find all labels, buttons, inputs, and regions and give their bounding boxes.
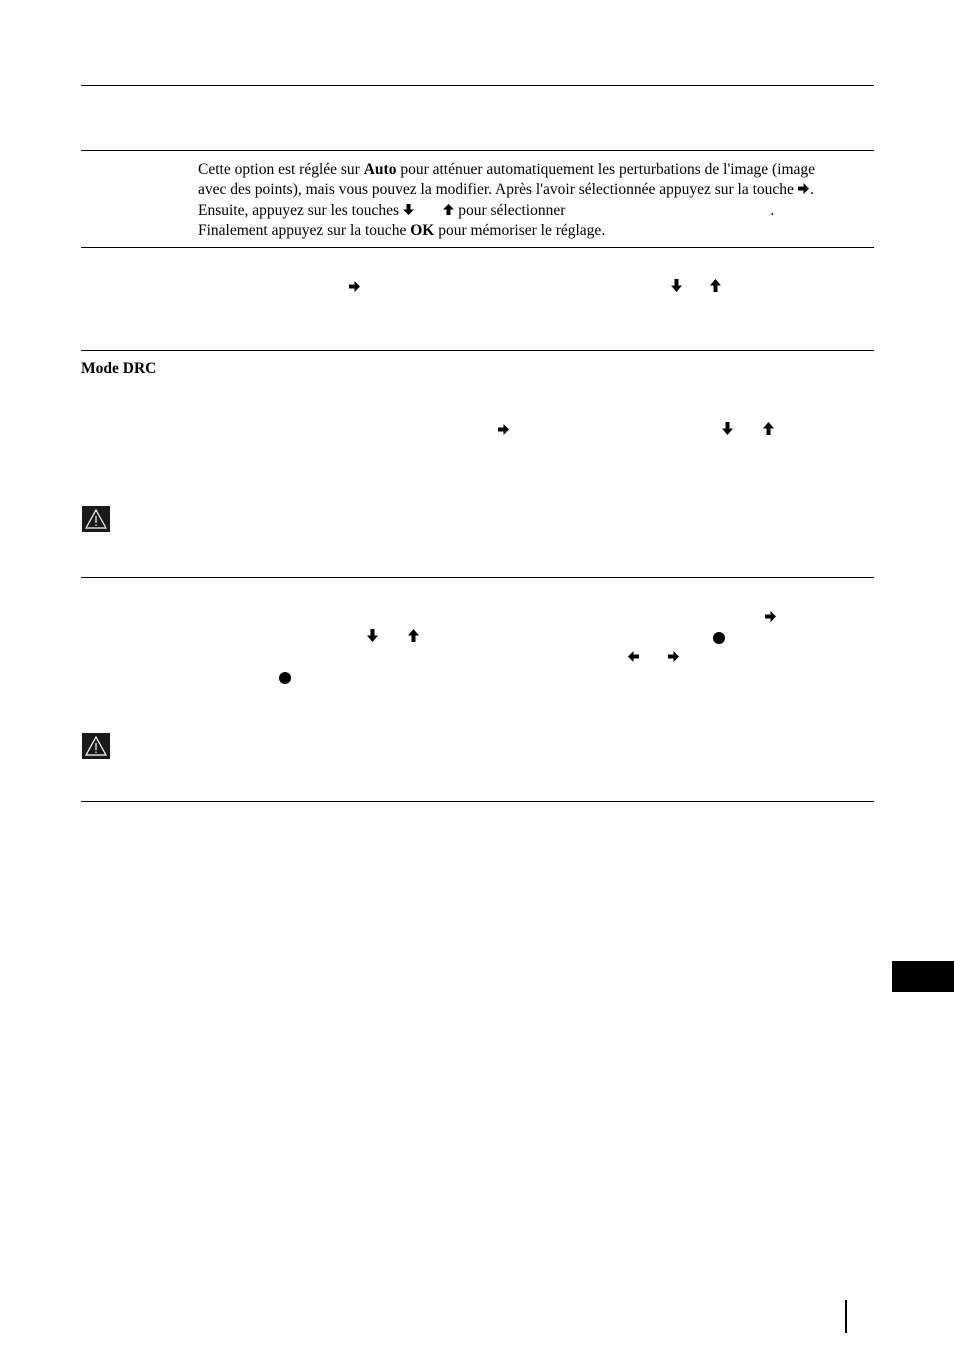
arrow-right-icon (497, 422, 510, 437)
noise-reduction-description (198, 160, 878, 241)
arrow-up-icon (709, 278, 722, 293)
arrow-left-icon (627, 649, 640, 664)
bullet-dot-icon (713, 632, 725, 644)
para-line-3: Ensuite, appuyez sur les touches pour sélectionner . (198, 201, 775, 219)
arrow-down-icon (366, 628, 379, 643)
arrow-right-icon (348, 279, 361, 294)
arrow-right-icon (667, 649, 680, 664)
arrow-down-icon (670, 278, 683, 293)
para-line-4: Finalement appuyez sur la touche OK pour mémoriser le réglage. (198, 221, 606, 239)
rule-5 (81, 577, 874, 578)
arrow-up-icon (407, 628, 420, 643)
arrow-up-icon (762, 421, 775, 436)
arrow-right-icon (797, 182, 810, 195)
warning-triangle-icon (82, 733, 110, 759)
para-line-1: Cette option est réglée sur Auto pour atténuer automatiquement les perturbations de l'image (image (198, 161, 816, 178)
arrow-up-icon (442, 203, 455, 216)
page-section-tab (892, 961, 954, 992)
rule-top (81, 85, 874, 86)
rule-4 (81, 350, 874, 351)
section-heading-mode-drc: Mode DRC (81, 360, 157, 377)
para-line-2: avec des points), mais vous pouvez la modifier. Après l'avoir sélectionnée appuyez sur la touche . (198, 181, 814, 199)
rule-3 (81, 247, 874, 248)
rule-6 (81, 801, 874, 802)
bullet-dot-icon (279, 672, 291, 684)
page-number-bar (845, 1300, 847, 1333)
rule-2 (81, 150, 874, 151)
warning-triangle-icon (82, 506, 110, 532)
arrow-down-icon (721, 421, 734, 436)
arrow-down-icon (402, 203, 415, 216)
arrow-right-icon (764, 609, 777, 624)
